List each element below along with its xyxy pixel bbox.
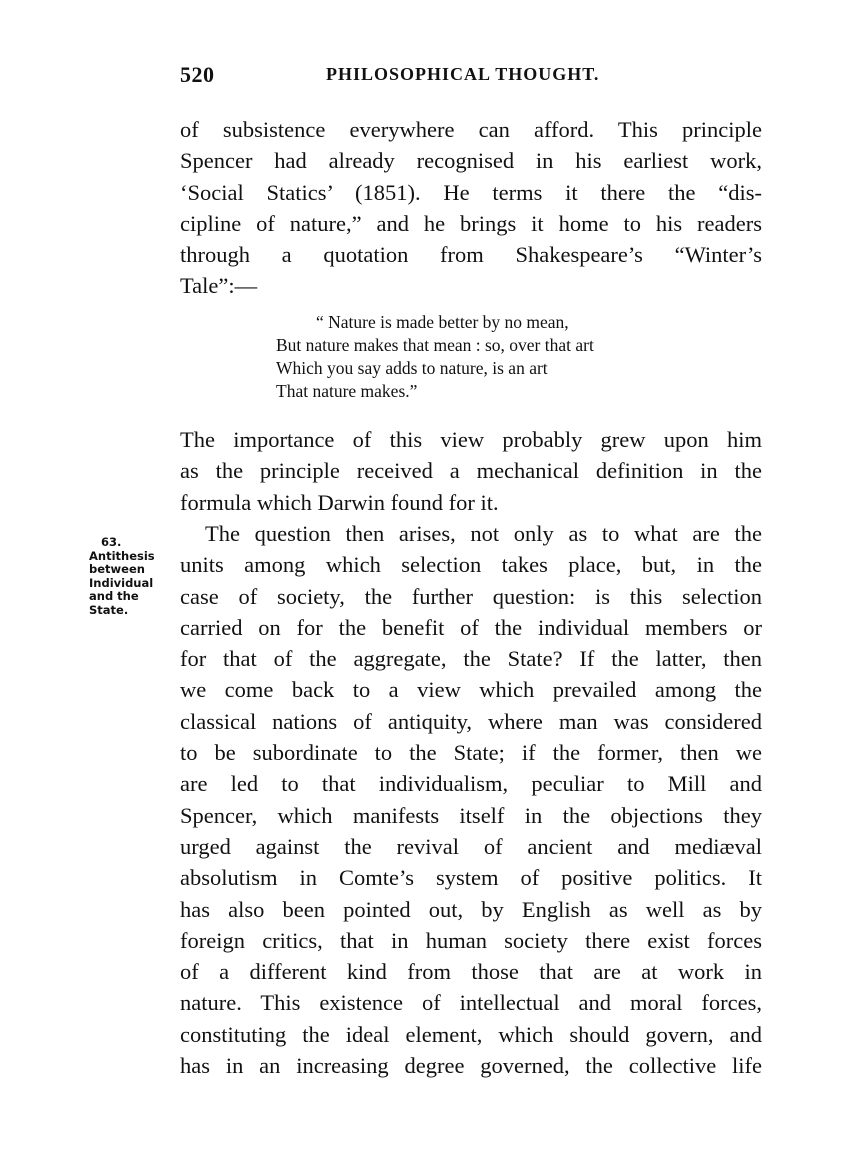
paragraph-1 <box>180 114 762 302</box>
margin-note-line: Antithesis <box>89 548 155 563</box>
text-line: are led to that individualism, peculiar to Mill and <box>180 771 762 797</box>
text-line: cipline of nature,” and he brings it home to his readers <box>180 210 762 236</box>
text-line: has also been pointed out, by English as well as by <box>180 896 762 922</box>
margin-note-line: between <box>89 562 145 576</box>
margin-note-line: Individual <box>89 575 154 590</box>
text-line: to be subordinate to the State; if the former, then we <box>180 740 762 766</box>
text-line: foreign critics, that in human society there exist forces <box>180 927 762 953</box>
text-line: constituting the ideal element, which should govern, and <box>180 1021 762 1047</box>
text-line: nature. This existence of intellectual and moral forces, <box>180 990 762 1016</box>
text-line: Spencer, which manifests itself in the objections they <box>180 802 762 828</box>
text-line: as the principle received a mechanical definition in the <box>180 458 762 484</box>
text-line: Tale”:— <box>180 273 258 299</box>
text-line: of subsistence everywhere can afford. This principle <box>180 117 762 142</box>
text-line: carried on for the benefit of the individual members or <box>180 614 762 640</box>
text-line: The question then arises, not only as to what are the <box>205 521 762 546</box>
text-line: absolutism in Comte’s system of positive politics. It <box>180 865 762 891</box>
verse-line: Which you say adds to nature, is an art <box>276 358 548 378</box>
text-line: case of society, the further question: is this selection <box>180 583 762 609</box>
paragraph-2 <box>180 424 762 518</box>
section-number: 63. <box>101 535 122 549</box>
verse-line: “ Nature is made better by no mean, <box>316 312 569 332</box>
text-line: has in an increasing degree governed, the collective life <box>180 1053 762 1079</box>
text-line: The importance of this view probably grew upon him <box>180 427 762 452</box>
margin-note <box>89 536 155 617</box>
text-line: ‘Social Statics’ (1851). He terms it there the “dis- <box>180 179 762 205</box>
text-line: of a different kind from those that are at work in <box>180 959 762 985</box>
text-line: we come back to a view which prevailed among the <box>180 677 762 703</box>
verse-line: That nature makes.” <box>276 381 418 401</box>
text-line: urged against the revival of ancient and mediæval <box>180 833 762 859</box>
text-line: for that of the aggregate, the State? If the latter, then <box>180 646 762 672</box>
text-line: units among which selection takes place, but, in the <box>180 552 762 578</box>
text-line: formula which Darwin found for it. <box>180 489 499 515</box>
paragraph-3 <box>180 518 762 1081</box>
text-line: through a quotation from Shakespeare’s “Winter’s <box>180 242 762 268</box>
verse-quotation <box>276 311 594 403</box>
text-line: classical nations of antiquity, where man was considered <box>180 708 762 734</box>
verse-line: But nature makes that mean : so, over that art <box>276 335 594 355</box>
running-title: PHILOSOPHICAL THOUGHT. <box>326 64 600 84</box>
text-line: Spencer had already recognised in his earliest work, <box>180 148 762 174</box>
margin-note-line: and the <box>89 589 139 603</box>
margin-note-line: State. <box>89 602 129 617</box>
page-number: 520 <box>180 62 215 87</box>
